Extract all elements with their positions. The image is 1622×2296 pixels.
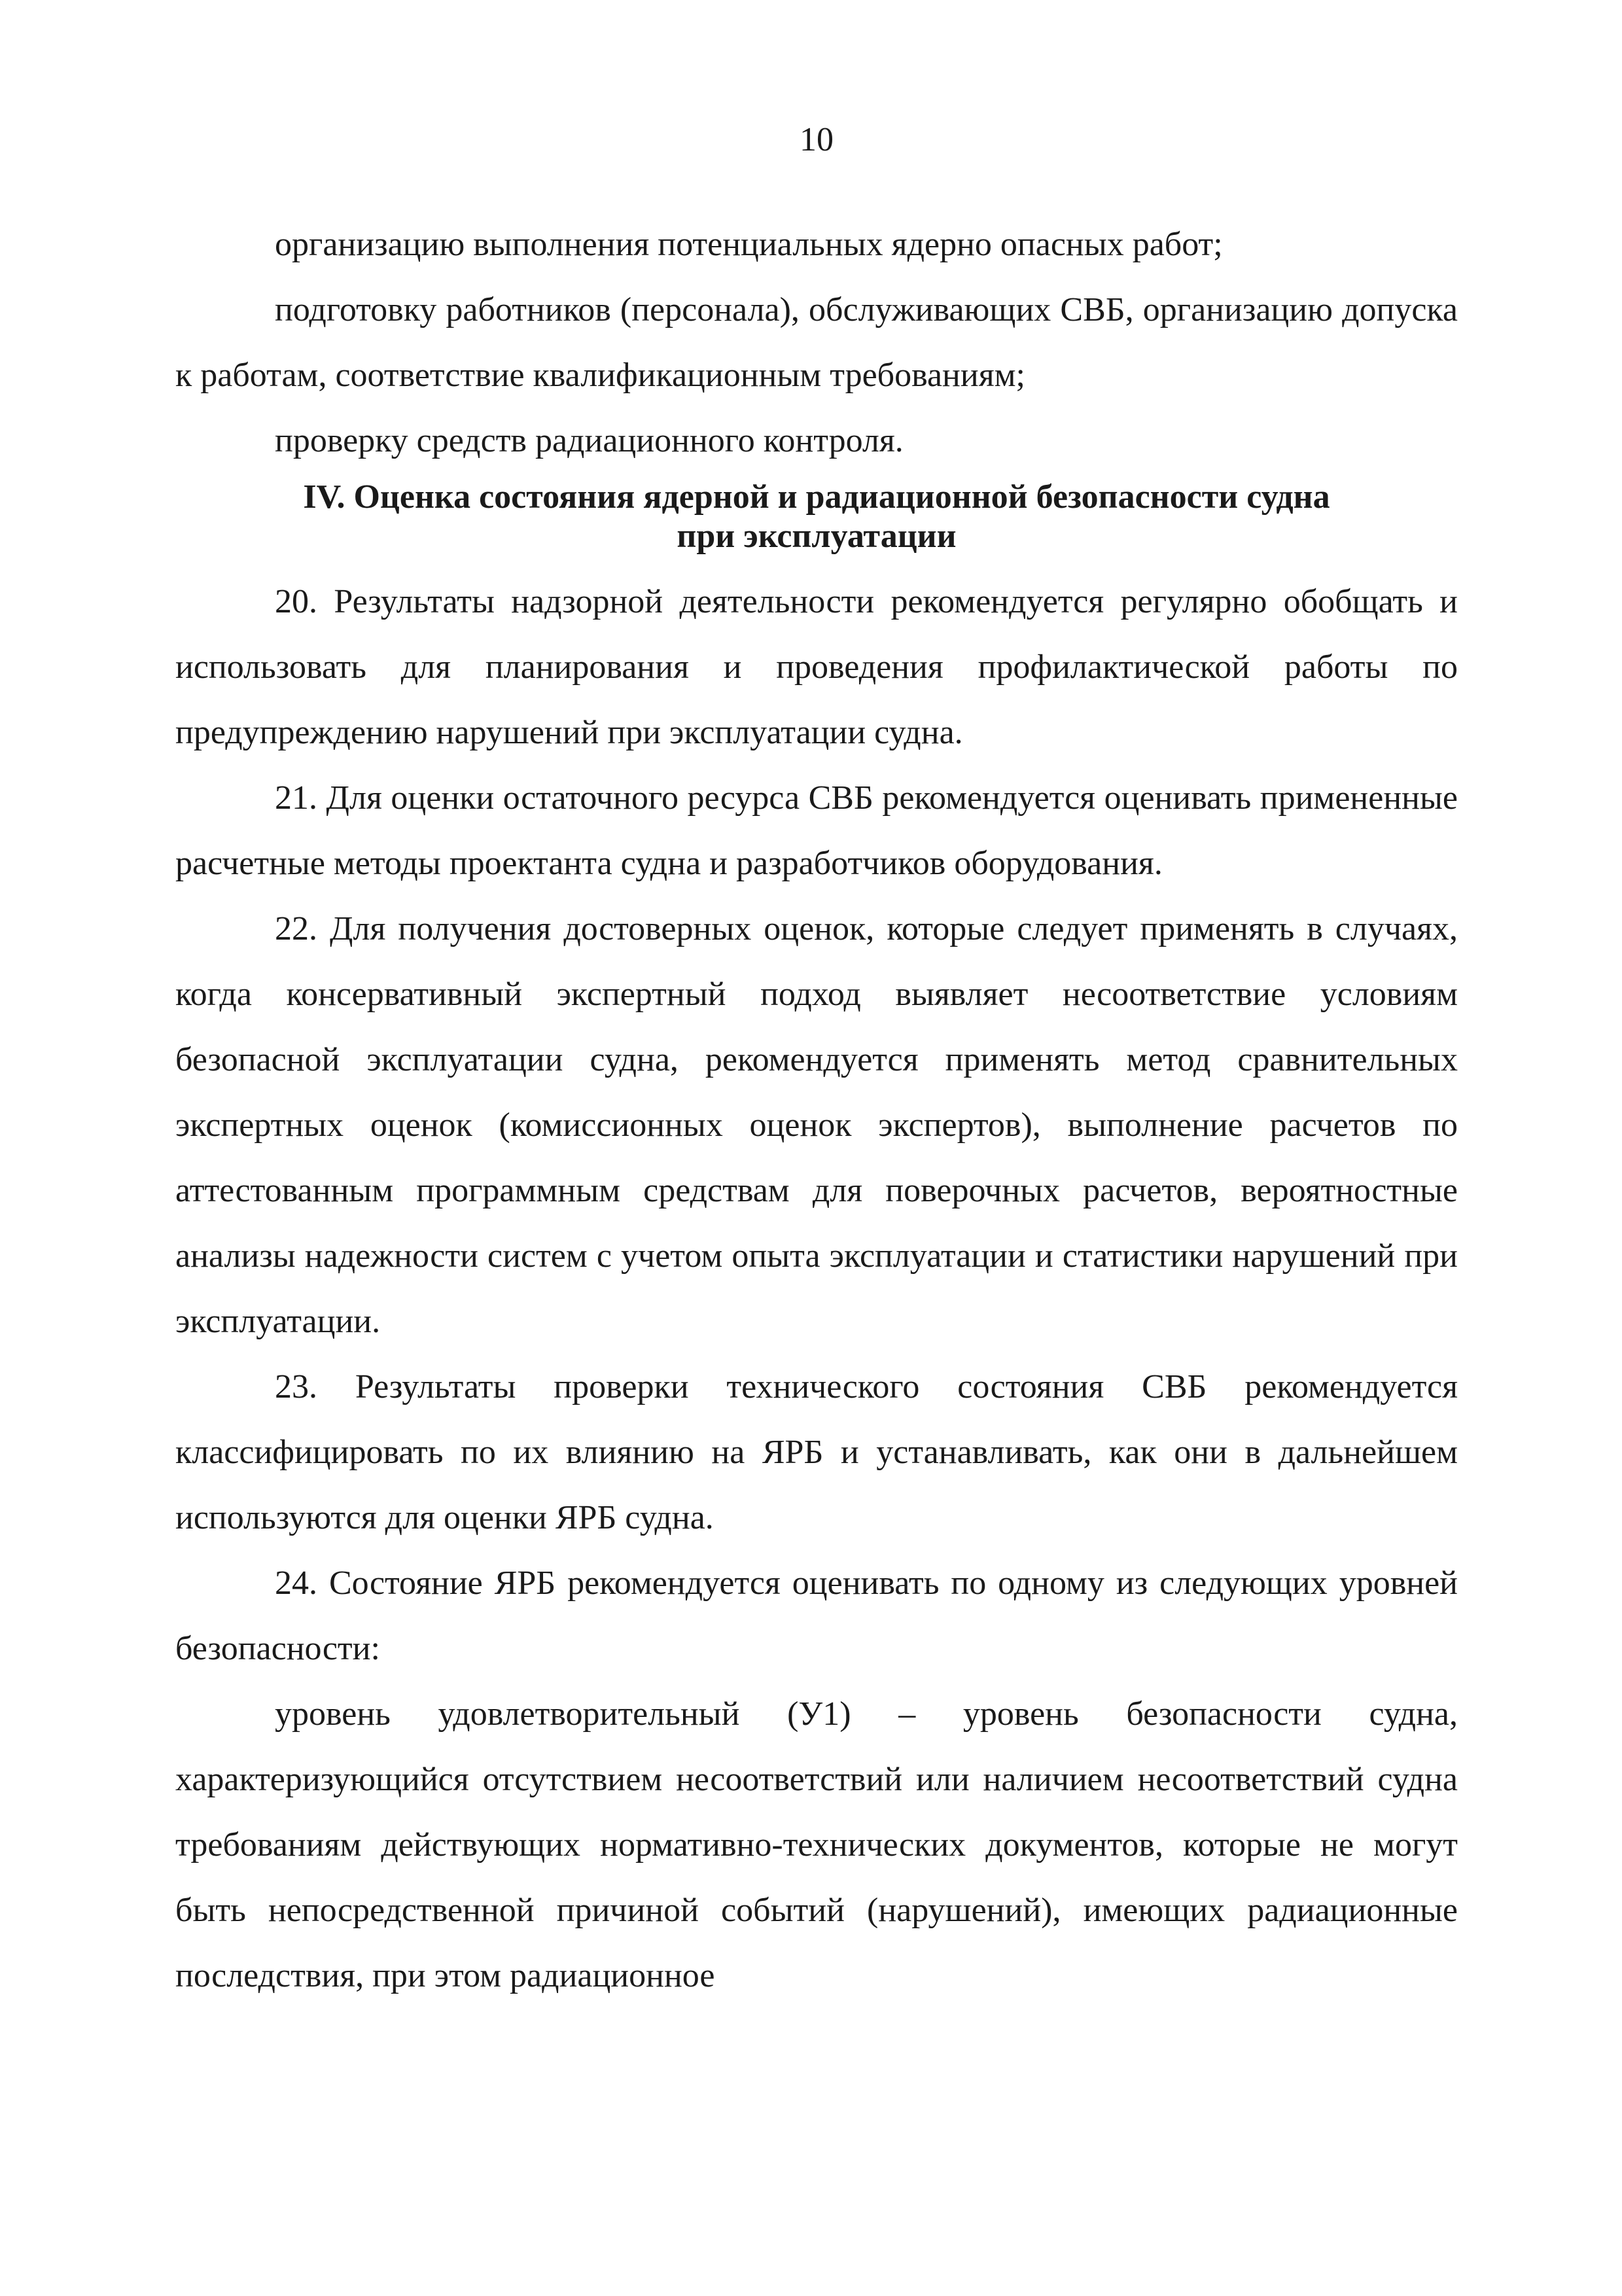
paragraph-23: 23. Результаты проверки технического состояния СВБ рекомендуется классифицировать по их влиянию на ЯРБ и устанавливать, как они в дальнейшем используются для оценки ЯРБ судна. [175, 1368, 1458, 1536]
section-heading-line-1: IV. Оценка состояния ядерной и радиационной безопасности судна [303, 478, 1330, 516]
paragraph-personnel-training: подготовку работников (персонала), обслуживающих СВБ, организацию допуска к работам, соответствие квалификационным требованиям; [175, 291, 1458, 394]
paragraph-21: 21. Для оценки остаточного ресурса СВБ рекомендуется оценивать примененные расчетные методы проектанта судна и разработчиков оборудования. [175, 779, 1458, 882]
section-heading [175, 474, 1458, 569]
paragraph-20: 20. Результаты надзорной деятельности рекомендуется регулярно обобщать и использовать для планирования и проведения профилактической работы по предупреждению нарушений при эксплуатации судна. [175, 583, 1458, 751]
paragraph-24: 24. Состояние ЯРБ рекомендуется оценивать по одному из следующих уровней безопасности: [175, 1564, 1458, 1667]
section-heading-line-2: при эксплуатации [677, 518, 957, 555]
page-content [175, 123, 1458, 2009]
paragraph-radiation-control-check: проверку средств радиационного контроля. [275, 422, 904, 459]
paragraph-work-organization: организацию выполнения потенциальных ядерно опасных работ; [275, 226, 1223, 263]
paragraph-24-level-1: уровень удовлетворительный (У1) – уровень безопасности судна, характеризующийся отсутствием несоответствий или наличием несоответствий судна требованиям действующих нормативно-технических документов, которые не могут быть непосредственной причиной событий (нарушений), имеющих радиационные последствия, при этом радиационное [175, 1695, 1458, 1994]
paragraph-22: 22. Для получения достоверных оценок, которые следует применять в случаях, когда консервативный экспертный подход выявляет несоответствие условиям безопасной эксплуатации судна, рекомендуется применять метод сравнительных экспертных оценок (комиссионных оценок экспертов), выполнение расчетов по аттестованным программным средствам для поверочных расчетов, вероятностные анализы надежности систем с учетом опыта эксплуатации и статистики нарушений при эксплуатации. [175, 910, 1458, 1340]
page-number: 10 [800, 121, 834, 158]
